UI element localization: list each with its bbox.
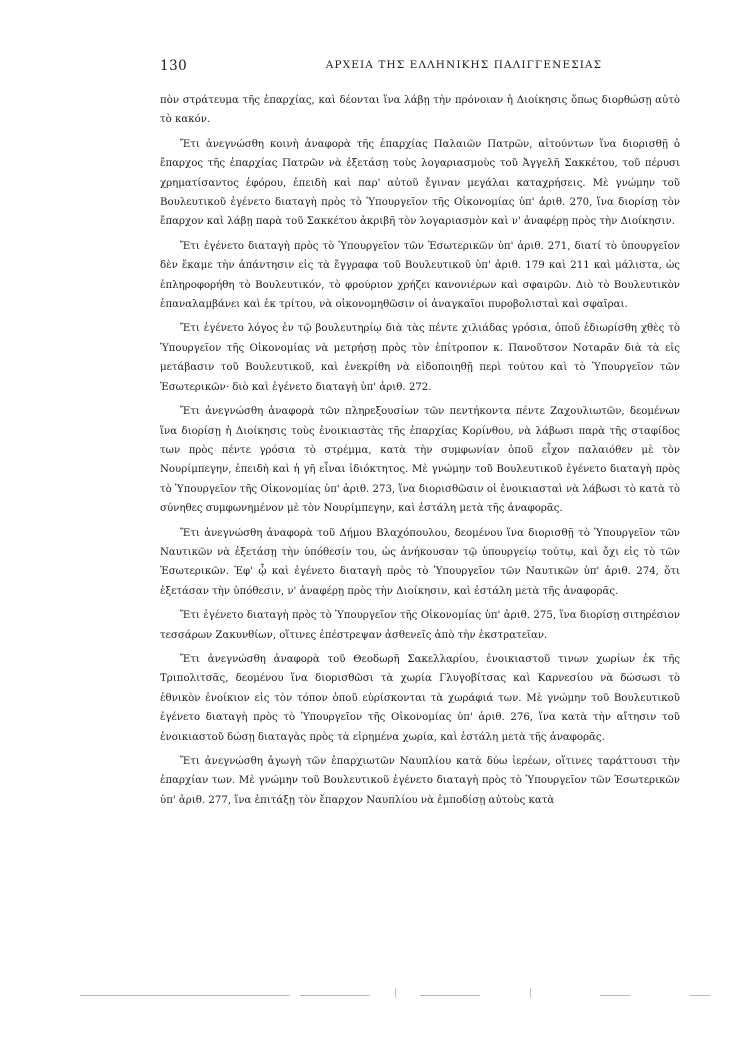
paragraph: Ἔτι ἐγένετο διαταγὴ πρὸς τὸ Ὑπουργεῖον τῆς Οἰκονομίας ὑπ' ἀριθ. 275, ἵνα διορίσῃ σιτηρέσιον τεσσάρων Ζακυνθίων, οἵτινες ἐπέστρεψαν ἀσθενεῖς ἀπὸ τὴν ἐκστρατεῖαν.	[160, 610, 680, 641]
scan-edge-line	[690, 995, 710, 996]
scan-edge-mark	[395, 988, 396, 998]
scan-edge-line	[300, 995, 370, 996]
page-number: 130	[160, 58, 188, 74]
paragraph: Ἔτι ἀνεγνώσθη ἀναφορὰ τοῦ Θεοδωρῆ Σακελλαρίου, ἐνοικιαστοῦ τινων χωρίων ἐκ τῆς Τριπολιτσᾶς, δεομένου ἵνα διορισθῶσι τὰ χωρία Γλυγοβίτσας καὶ Καρνεσίου νὰ δώσωσι τὸ ἐθνικὸν ἐνοίκιον εἰς τὸν τόπον ὁποῦ εὑρίσκονται τὰ χωράφιά των. Μὲ γνώμην τοῦ Βουλευτικοῦ ἐγένετο διαταγὴ πρὸς τὸ Ὑπουργεῖον τῆς Οἰκονομίας ὑπ' ἀριθ. 276, ἵνα κατὰ τὴν αἴτησιν τοῦ ἐνοικιαστοῦ δώσῃ διαταγὰς πρὸς τὰ εἰρημένα χωρία, καὶ ἐστάλη μετὰ τῆς ἀναφορᾶς.	[160, 653, 680, 743]
body-text	[160, 91, 680, 815]
scan-edge-line	[600, 995, 630, 996]
paragraph: Ἔτι ἐγένετο λόγος ἐν τῷ βουλευτηρίῳ διὰ τὰς πέντε χιλιάδας γρόσια, ὁποῦ ἐδιωρίσθη χθὲς τὸ Ὑπουργεῖον τῆς Οἰκονομίας νὰ μετρήσῃ πρὸς τὸν ἐπίτροπον κ. Πανοῦτσον Νοταρᾶν διὰ τὰ εἰς μετάβασιν τοῦ Βουλευτικοῦ, καὶ ἐνεκρίθη νὰ εἰδοποιηθῇ περὶ τούτου καὶ τὸ Ὑπουργεῖον τῶν Ἐσωτερικῶν· διὸ καὶ ἐγένετο διαταγὴ ὑπ' ἀριθ. 272.	[160, 323, 680, 393]
scan-edge-mark	[530, 988, 531, 998]
paragraph: Ἔτι ἀνεγνώσθη κοινὴ ἀναφορὰ τῆς ἐπαρχίας Παλαιῶν Πατρῶν, αἰτούντων ἵνα διορισθῇ ὁ ἔπαρχος τῆς ἐπαρχίας Πατρῶν νὰ ἐξετάσῃ τοὺς λογαριασμοὺς τοῦ Ἀγγελῆ Σακκέτου, τοῦ πέρυσι χρηματίσαντος ἐφόρου, ἐπειδὴ καὶ παρ' αὐτοῦ ἔγιναν μεγάλαι καταχρήσεις. Μὲ γνώμην τοῦ Βουλευτικοῦ ἐγένετο διαταγὴ πρὸς τὸ Ὑπουργεῖον τῆς Οἰκονομίας ὑπ' ἀριθ. 270, ἵνα διορίσῃ τὸν ἔπαρχον καὶ λάβῃ παρὰ τοῦ Σακκέτου ἀκριβῆ τὸν λογαριασμὸν καὶ ν' ἀναφέρῃ πρὸς τὴν Διοίκησιν.	[160, 138, 680, 228]
paragraph: Ἔτι ἀνεγνώσθη ἀγωγὴ τῶν ἐπαρχιωτῶν Ναυπλίου κατὰ δύω ἱερέων, οἵτινες ταράττουσι τὴν ἐπαρχίαν των. Μὲ γνώμην τοῦ Βουλευτικοῦ ἐγένετο διαταγὴ πρὸς τὸ Ὑπουργεῖον τῶν Ἐσωτερικῶν ὑπ' ἀριθ. 277, ἵνα ἐπιτάξῃ τὸν ἔπαρχον Ναυπλίου νὰ ἐμποδίσῃ αὐτοὺς κατὰ	[160, 756, 680, 806]
scan-edge-line	[420, 995, 480, 996]
paragraph-continuation: πὸν στράτευμα τῆς ἐπαρχίας, καὶ δέονται ἵνα λάβῃ τὴν πρόνοιαν ἡ Διοίκησις ὅπως διορθώσῃ αὐτὸ τὸ κακόν.	[160, 95, 680, 126]
running-title: ΑΡΧΕΙΑ ΤΗΣ ΕΛΛΗΝΙΚΗΣ ΠΑΛΙΓΓΕΝΕΣΙΑΣ	[325, 59, 603, 71]
paragraph: Ἔτι ἀνεγνώσθη ἀναφορὰ τοῦ Δήμου Βλαχόπουλου, δεομένου ἵνα διορισθῇ τὸ Ὑπουργεῖον τῶν Ναυτικῶν νὰ ἐξετάσῃ τὴν ὑπόθεσίν του, ὡς ἀνήκουσαν τῷ ὑπουργείῳ τούτῳ, καὶ ὄχι εἰς τὸ τῶν Ἐσωτερικῶν. Ἐφ' ᾧ καὶ ἐγένετο διαταγὴ πρὸς τὸ Ὑπουργεῖον τῶν Ναυτικῶν ὑπ' ἀριθ. 274, ὅτι ἐξετάσαν τὴν ὑπόθεσιν, ν' ἀναφέρῃ πρὸς τὴν Διοίκησιν, καὶ ἐστάλη μετὰ τῆς ἀναφορᾶς.	[160, 527, 680, 597]
paragraph: Ἔτι ἐγένετο διαταγὴ πρὸς τὸ Ὑπουργεῖον τῶν Ἐσωτερικῶν ὑπ' ἀριθ. 271, διατί τὸ ὑπουργεῖον δὲν ἔκαμε τὴν ἀπάντησιν εἰς τὰ ἔγγραφα τοῦ Βουλευτικοῦ ὑπ' ἀριθ. 179 καὶ 211 καὶ μάλιστα, ὡς ἐπληροφορήθη τὸ Βουλευτικόν, τὸ φρούριον χρήζει κανονιέρων καὶ σφαιρῶν. Διὸ τὸ Βουλευτικὸν ἐπαναλαμβάνει καὶ ἐκ τρίτου, νὰ οἰκονομηθῶσιν οἱ ἀναγκαῖοι πυροβολισταὶ καὶ σφαῖραι.	[160, 240, 680, 311]
scan-edge-line	[80, 995, 290, 996]
paragraph: Ἔτι ἀνεγνώσθη ἀναφορὰ τῶν πληρεξουσίων τῶν πεντήκοντα πέντε Ζαχουλιωτῶν, δεομένων ἵνα διορίσῃ ἡ Διοίκησις τοὺς ἐνοικιαστὰς τῆς ἐπαρχίας Κορίνθου, νὰ λάβωσι παρὰ τῆς σταφίδος των πρὸς πέντε γρόσια τὸ στρέμμα, κατὰ τὴν συμφωνίαν ὁποῦ εἶχον παλαιόθεν μὲ τὸν Νουρίμπεγην, ἐπειδὴ καὶ ἡ γῆ εἶναι ἰδιόκτητος. Μὲ γνώμην τοῦ Βουλευτικοῦ ἐγένετο διαταγὴ πρὸς τὸ Ὑπουργεῖον τῆς Οἰκονομίας ὑπ' ἀριθ. 273, ἵνα διορισθῶσιν οἱ ἐνοικιασταὶ νὰ λάβωσι τὸ κατὰ τὸ σύνηθες συμφωνημένον μὲ τὸν Νουρίμπεγην, καὶ ἐστάλη μετὰ τῆς ἀναφορᾶς.	[160, 406, 680, 515]
page-header	[160, 58, 680, 78]
